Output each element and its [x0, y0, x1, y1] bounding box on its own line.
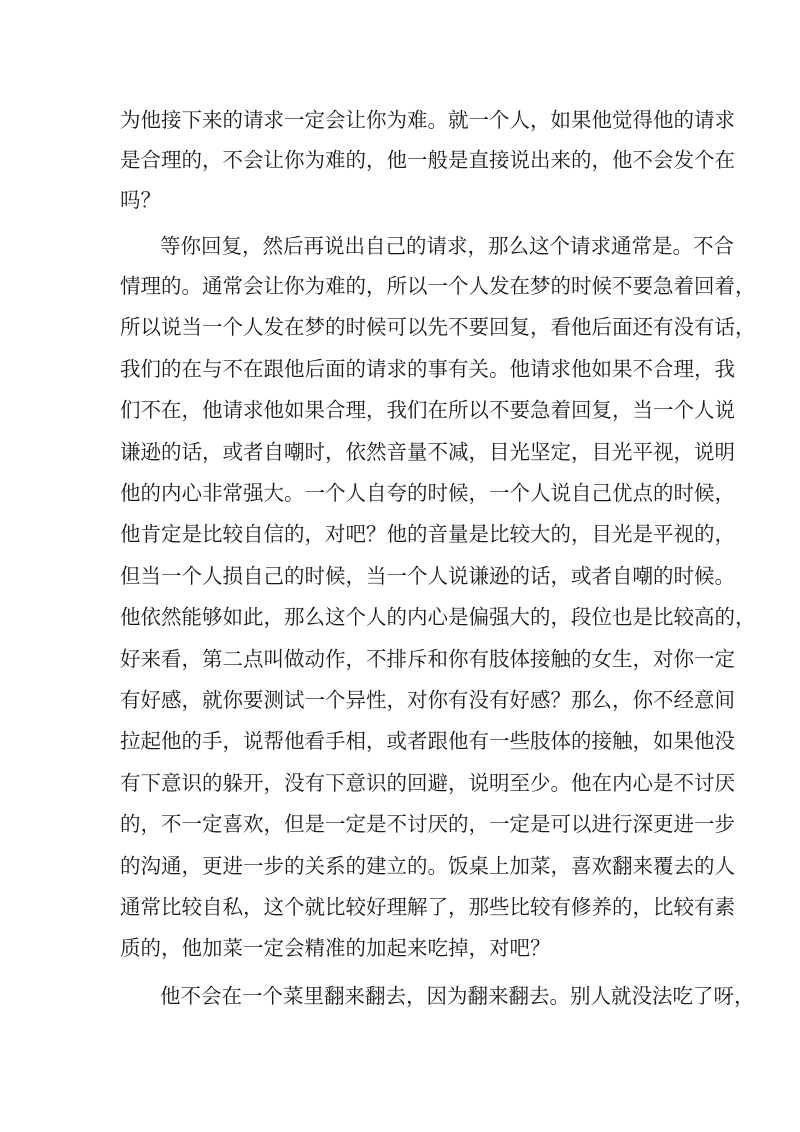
text-line-19: 的沟通，更进一步的关系的建立的。饭桌上加菜，喜欢翻来覆去的人	[120, 854, 735, 878]
text-line-16: 拉起他的手，说帮他看手相，或者跟他有一些肢体的接触，如果他没	[120, 729, 735, 753]
text-line-18: 的，不一定喜欢，但是一定是不讨厌的，一定是可以进行深更进一步	[120, 812, 735, 836]
text-line-11: 他肯定是比较自信的，对吧？他的音量是比较大的，目光是平视的，	[120, 522, 735, 546]
text-line-6: 所以说当一个人发在梦的时候可以先不要回复，看他后面还有没有话，	[120, 315, 756, 339]
text-line-3: 吗？	[120, 188, 161, 212]
text-line-12: 但当一个人损自己的时候，当一个人说谦逊的话，或者自嘲的时候。	[120, 564, 735, 588]
text-line-1: 为他接下来的请求一定会让你为难。就一个人，如果他觉得他的请求	[120, 108, 735, 132]
text-line-15: 有好感，就你要测试一个异性，对你有没有好感？那么，你不经意间	[120, 688, 735, 712]
text-line-8: 们不在，他请求他如果合理，我们在所以不要急着回复，当一个人说	[120, 398, 735, 422]
text-line-5: 情理的。通常会让你为难的，所以一个人发在梦的时候不要急着回着，	[120, 274, 756, 298]
text-line-2: 是合理的，不会让你为难的，他一般是直接说出来的，他不会发个在	[120, 148, 735, 172]
text-line-9: 谦逊的话，或者自嘲时，依然音量不减，目光坚定，目光平视，说明	[120, 440, 735, 464]
text-line-22: 他不会在一个菜里翻来翻去，因为翻来翻去。别人就没法吃了呀，	[160, 984, 755, 1008]
text-line-14: 好来看，第二点叫做动作，不排斥和你有肢体接触的女生，对你一定	[120, 647, 735, 671]
text-line-13: 他依然能够如此，那么这个人的内心是偏强大的，段位也是比较高的，	[120, 605, 756, 629]
text-line-10: 他的内心非常强大。一个人自夸的时候，一个人说自己优点的时候，	[120, 481, 735, 505]
text-line-21: 质的，他加菜一定会精准的加起来吃掉，对吧？	[120, 936, 551, 960]
text-line-17: 有下意识的躲开，没有下意识的回避，说明至少。他在内心是不讨厌	[120, 771, 735, 795]
text-line-20: 通常比较自私，这个就比较好理解了，那些比较有修养的，比较有素	[120, 895, 735, 919]
text-line-7: 我们的在与不在跟他后面的请求的事有关。他请求他如果不合理，我	[120, 357, 735, 381]
text-line-4: 等你回复，然后再说出自己的请求，那么这个请求通常是。不合	[160, 234, 734, 258]
